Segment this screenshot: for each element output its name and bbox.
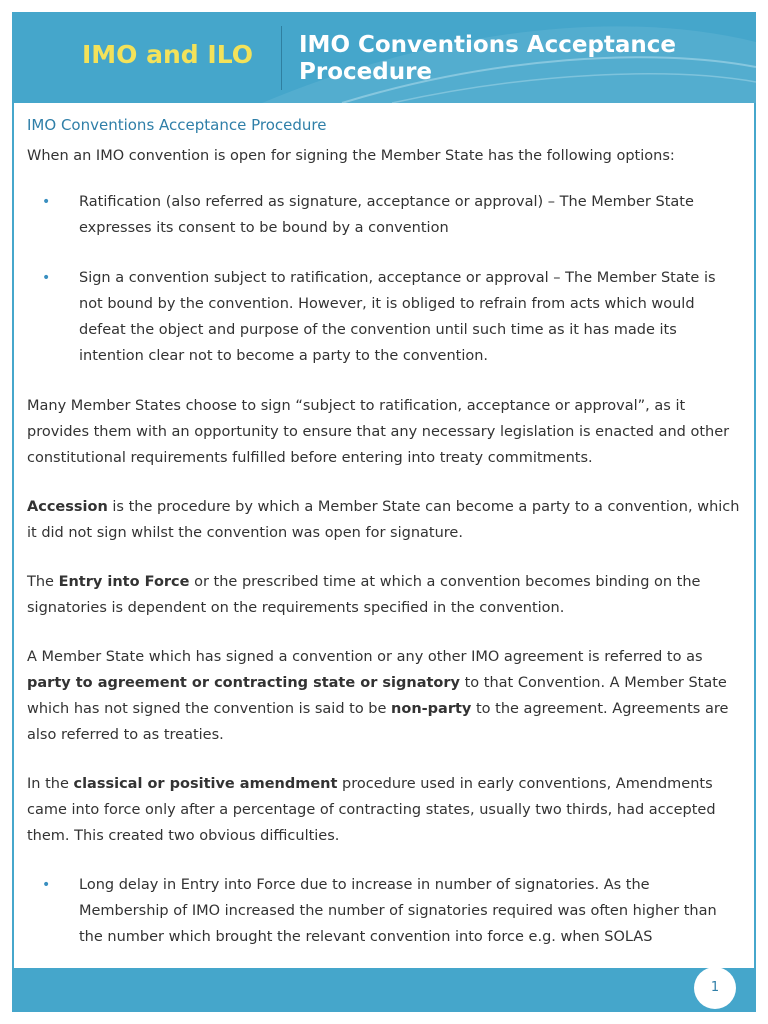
bullet-icon: • [42, 877, 51, 893]
entry-prefix: The [27, 574, 59, 590]
non-party-term: non-party [391, 701, 472, 717]
option-text: Ratification (also referred as signature, acceptance or approval) – The Member State expresses its consent to be bound by a convention [79, 194, 694, 236]
entry-term: Entry into Force [58, 574, 190, 590]
accession-text: is the procedure by which a Member State can become a party to a convention, which it did not sign whilst the convention was open for signature. [27, 499, 740, 541]
difficulties-list [27, 872, 743, 950]
bullet-icon: • [42, 270, 51, 286]
classical-term: classical or positive amendment [73, 776, 338, 792]
intro-paragraph: When an IMO convention is open for signing the Member State has the following options: [27, 148, 675, 164]
party-paragraph [27, 644, 743, 748]
options-list [27, 189, 743, 369]
accession-term: Accession [27, 499, 108, 515]
party-term: party to agreement or contracting state or signatory [27, 675, 460, 691]
document-body [27, 112, 743, 974]
list-item [27, 872, 743, 950]
difficulty-text: Long delay in Entry into Force due to increase in number of signatories. As the Membership of IMO increased the number of signatories required was often higher than the number which brought the relevant convention into force e.g. when SOLAS [79, 877, 717, 945]
party-text: to the agreement. Agreements are also referred to as treaties. [27, 701, 729, 743]
classical-paragraph [27, 771, 743, 849]
option-text: Sign a convention subject to ratification, acceptance or approval – The Member State is not bound by the convention. However, it is obliged to refrain from acts which would defeat the object and purpose of the convention until such time as it has made its intention clear not to become a party to the convention. [79, 270, 716, 364]
party-prefix: A Member State which has signed a convention or any other IMO agreement is referred to as [27, 649, 703, 665]
entry-text: or the prescribed time at which a convention becomes binding on the signatories is dependent on the requirements specified in the convention. [27, 574, 701, 616]
signing-paragraph: Many Member States choose to sign “subject to ratification, acceptance or approval”, as it provides them with an opportunity to ensure that any necessary legislation is enacted and other constitutional requirements fulfilled before entering into treaty commitments. [27, 398, 730, 466]
page-number: 1 [694, 967, 736, 1009]
header-divider [281, 26, 282, 90]
section-subtitle: IMO Conventions Acceptance Procedure [27, 116, 327, 134]
bullet-icon: • [42, 194, 51, 210]
party-middle: to that Convention. A Member State which has not signed the convention is said to be [27, 675, 727, 717]
accession-paragraph [27, 494, 743, 546]
header-section-title: IMO and ILO [82, 40, 253, 69]
list-item [27, 189, 743, 241]
classical-text: procedure used in early conventions, Amendments came into force only after a percentage of contracting states, usually two thirds, had accepted them. This created two obvious difficulties. [27, 776, 716, 844]
page-footer [12, 968, 756, 1012]
entry-into-force-paragraph [27, 569, 743, 621]
classical-prefix: In the [27, 776, 74, 792]
page-header [12, 12, 756, 103]
header-main-title: IMO Conventions Acceptance Procedure [299, 32, 677, 85]
list-item [27, 265, 743, 369]
